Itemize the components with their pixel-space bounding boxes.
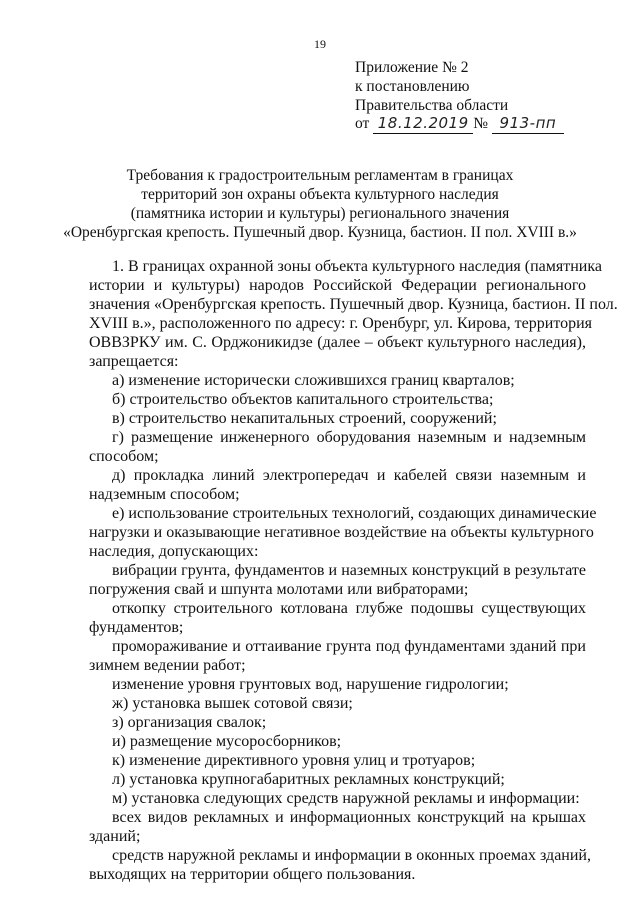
body-line: ОВВЗРКУ им. С. Орджоникидзе (далее – объект культурного наследия),: [89, 334, 586, 351]
appendix-line-3: Правительства области: [355, 97, 509, 114]
sub-item: откопку строительного котлована глубже подошвы существующих: [112, 600, 586, 617]
list-item: е) использование строительных технологий, создающих динамические: [112, 505, 597, 522]
sub-item: промораживание и оттаивание грунта под фундаментами зданий при: [112, 638, 586, 655]
appendix-line-1: Приложение № 2: [355, 59, 469, 76]
body-line: истории и культуры) народов Российской Федерации регионального: [89, 277, 586, 294]
sub-item-cont: фундаментов;: [89, 619, 184, 636]
sub-item: вибрации грунта, фундаментов и наземных конструкций в результате: [112, 562, 586, 579]
list-item: л) установка крупногабаритных рекламных конструкций;: [112, 771, 505, 788]
body-line: XVIII в.», расположенного по адресу: г. Оренбург, ул. Кирова, территория: [89, 315, 593, 332]
date-prefix: от: [355, 115, 370, 132]
body-line: запрещается:: [89, 353, 179, 370]
list-item: б) строительство объектов капитального строительства;: [112, 391, 494, 408]
list-item: и) размещение мусоросборников;: [112, 733, 342, 750]
handwritten-number: 913-пп: [499, 114, 557, 132]
list-item: д) прокладка линий электропередач и кабелей связи наземным и: [112, 467, 586, 484]
sub-item: всех видов рекламных и информационных конструкций на крышах: [112, 809, 586, 826]
appendix-date-line: [355, 114, 564, 134]
list-item: з) организация свалок;: [112, 714, 267, 731]
body-line: 1. В границах охранной зоны объекта культурного наследия (памятника: [112, 258, 602, 275]
list-item-cont: нагрузки и оказывающие негативное воздействие на объекты культурного: [89, 524, 594, 541]
appendix-line-2: к постановлению: [355, 78, 470, 95]
sub-item-cont: выходящих на территории общего пользования.: [89, 866, 416, 883]
sub-item: средств наружной рекламы и информации в оконных проемах зданий,: [112, 847, 591, 864]
title-line-4: «Оренбургская крепость. Пушечный двор. Кузница, бастион. II пол. XVIII в.»: [63, 224, 577, 241]
list-item: к) изменение директивного уровня улиц и тротуаров;: [112, 752, 476, 769]
number-prefix: №: [473, 115, 488, 132]
sub-item-cont: погружения свай и шпунта молотами или вибраторами;: [89, 581, 469, 598]
date-field: [373, 114, 473, 134]
list-item: г) размещение инженерного оборудования наземным и надземным: [112, 429, 586, 446]
list-item-cont: надземным способом;: [89, 486, 240, 503]
list-item: ж) установка вышек сотовой связи;: [112, 695, 353, 712]
list-item: м) установка следующих средств наружной рекламы и информации:: [112, 790, 580, 807]
list-item-cont: способом;: [89, 448, 159, 465]
page-number: 19: [314, 37, 326, 51]
sub-item-cont: зимнем ведении работ;: [89, 657, 246, 674]
list-item-cont: наследия, допускающих:: [89, 543, 259, 560]
body-line: значения «Оренбургская крепость. Пушечный двор. Кузница, бастион. II пол.: [89, 296, 618, 313]
list-item: в) строительство некапитальных строений, сооружений;: [112, 410, 497, 427]
number-field: [492, 114, 564, 134]
title-line-2: территорий зон охраны объекта культурного наследия: [141, 186, 499, 203]
title-line-1: Требования к градостроительным регламентам в границах: [126, 167, 514, 184]
sub-item: изменение уровня грунтовых вод, нарушение гидрологии;: [112, 676, 509, 693]
sub-item-cont: зданий;: [89, 828, 141, 845]
title-line-3: (памятника истории и культуры) регионального значения: [130, 205, 510, 222]
handwritten-date: 18.12.2019: [377, 114, 469, 132]
list-item: а) изменение исторически сложившихся границ кварталов;: [112, 372, 515, 389]
